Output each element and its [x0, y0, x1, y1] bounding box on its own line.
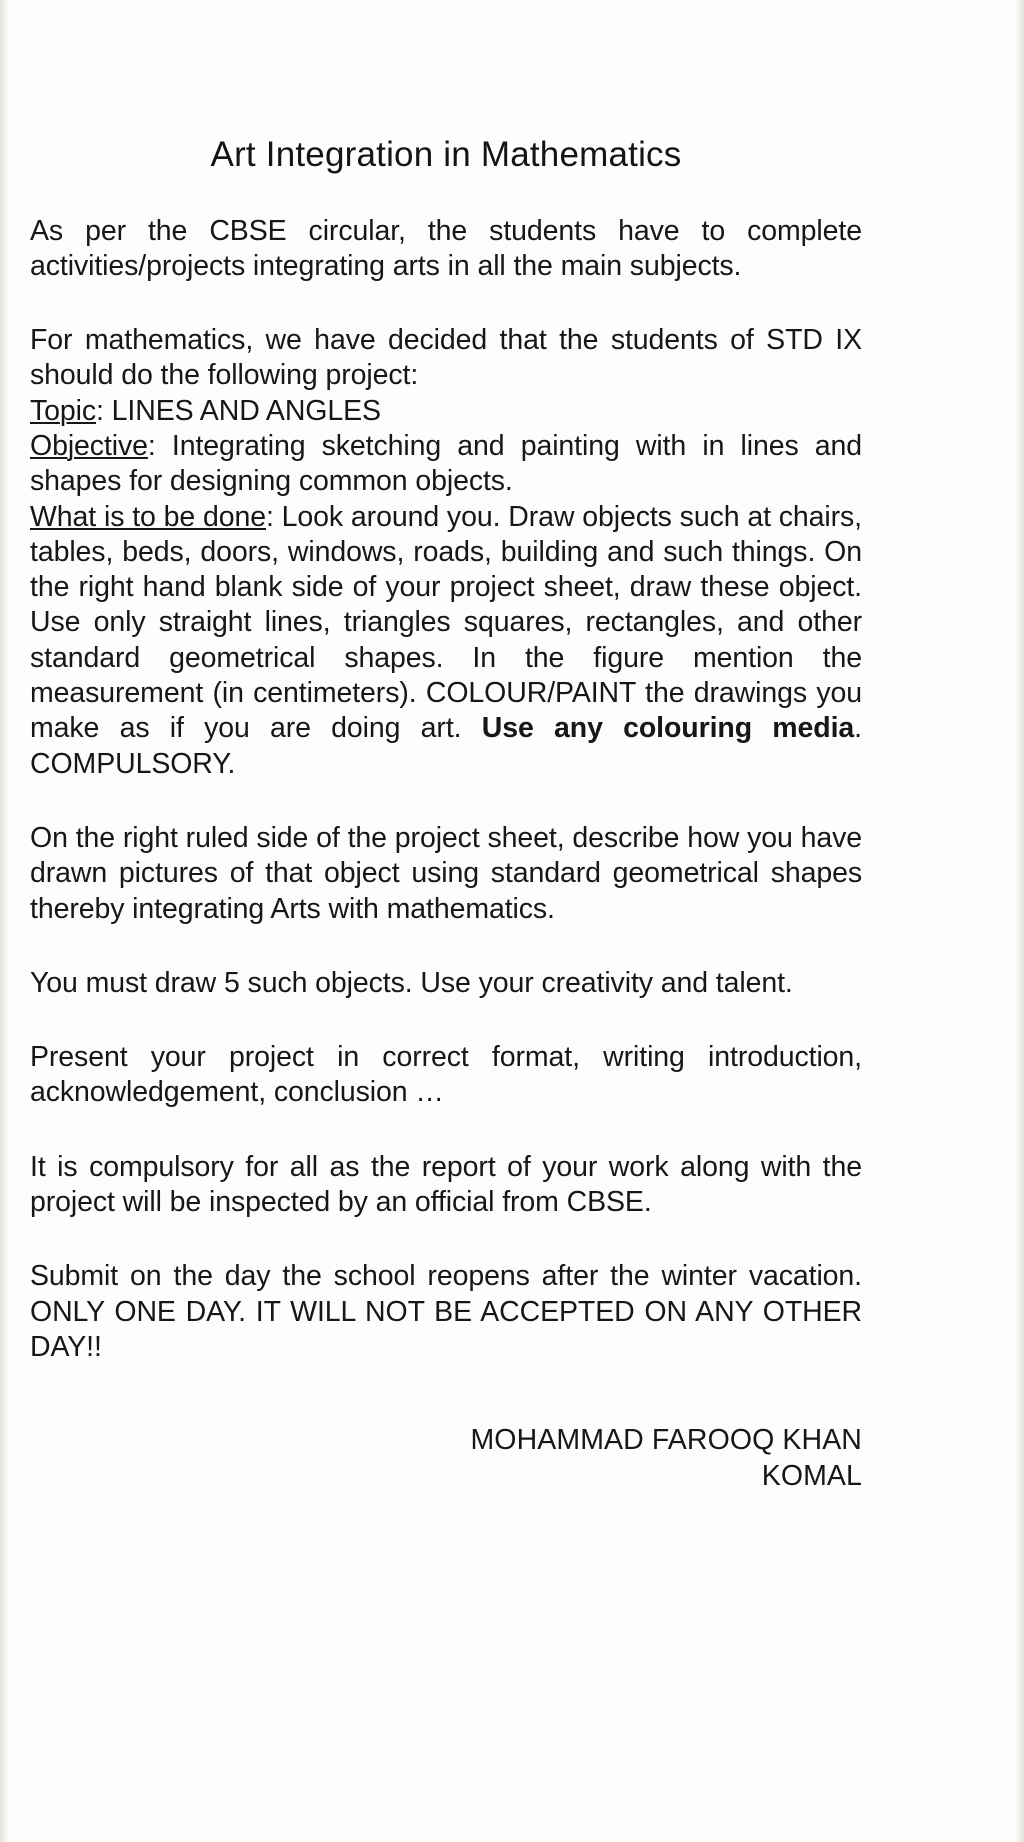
signature-block	[30, 1423, 862, 1494]
spacer	[30, 927, 862, 966]
page-title: Art Integration in Mathematics	[210, 135, 682, 174]
signature-second-name: KOMAL	[761, 1459, 862, 1492]
paragraph-for-mathematics: For mathematics, we have decided that the students of STD IX should do the following project:	[30, 324, 862, 392]
paragraph-present-format: Present your project in correct format, writing introduction, acknowledgement, conclusion …	[30, 1041, 862, 1109]
spacer	[30, 1111, 862, 1150]
page-edge-left	[0, 0, 8, 1842]
spacer	[30, 782, 862, 821]
objective-value: : Integrating sketching and painting with in lines and shapes for designing common objects.	[30, 429, 862, 498]
what-is-to-be-done-value: : Look around you. Draw objects such at chairs, tables, beds, doors, windows, roads, building and such things. On the right hand blank side of your project sheet, draw these object. Use only straight lines, triangles squares, rectangles, and other standard geometrical shapes. In the figure mention the measurement (in centimeters). COLOUR/PAINT the drawings you make as if you are doing art.	[30, 500, 862, 745]
compulsory-suffix: . COMPULSORY.	[30, 712, 862, 780]
signature-name: MOHAMMAD FAROOQ KHAN	[470, 1424, 862, 1457]
what-is-to-be-done-label: What is to be done	[30, 500, 266, 533]
page-edge-right	[1016, 0, 1024, 1842]
paragraph-objective	[30, 429, 862, 500]
colouring-media-emphasis: Use any colouring media	[481, 712, 855, 745]
topic-value: : LINES AND ANGLES	[96, 394, 381, 427]
paragraph-compulsory-report: It is compulsory for all as the report of your work along with the project will be inspected by an official from CBSE.	[30, 1150, 862, 1219]
paragraph-five-objects: You must draw 5 such objects. Use your creativity and talent.	[30, 966, 793, 999]
topic-label: Topic	[30, 394, 97, 427]
document-body	[30, 0, 862, 1494]
paragraph-topic	[30, 394, 862, 429]
spacer	[30, 284, 862, 323]
paragraph-intro: As per the CBSE circular, the students have to complete activities/projects integrating arts in all the main subjects.	[30, 214, 862, 282]
spacer	[30, 1001, 862, 1040]
objective-label: Objective	[30, 429, 148, 462]
spacer	[30, 1220, 862, 1259]
spacer	[30, 175, 862, 214]
paragraph-submission-deadline: Submit on the day the school reopens after the winter vacation. ONLY ONE DAY. IT WILL NOT BE ACCEPTED ON ANY OTHER DAY!!	[30, 1260, 862, 1363]
paragraph-what-is-to-be-done	[30, 500, 862, 782]
paragraph-right-ruled-side: On the right ruled side of the project sheet, describe how you have drawn pictures of that object using standard geometrical shapes thereby integrating Arts with mathematics.	[30, 821, 862, 925]
